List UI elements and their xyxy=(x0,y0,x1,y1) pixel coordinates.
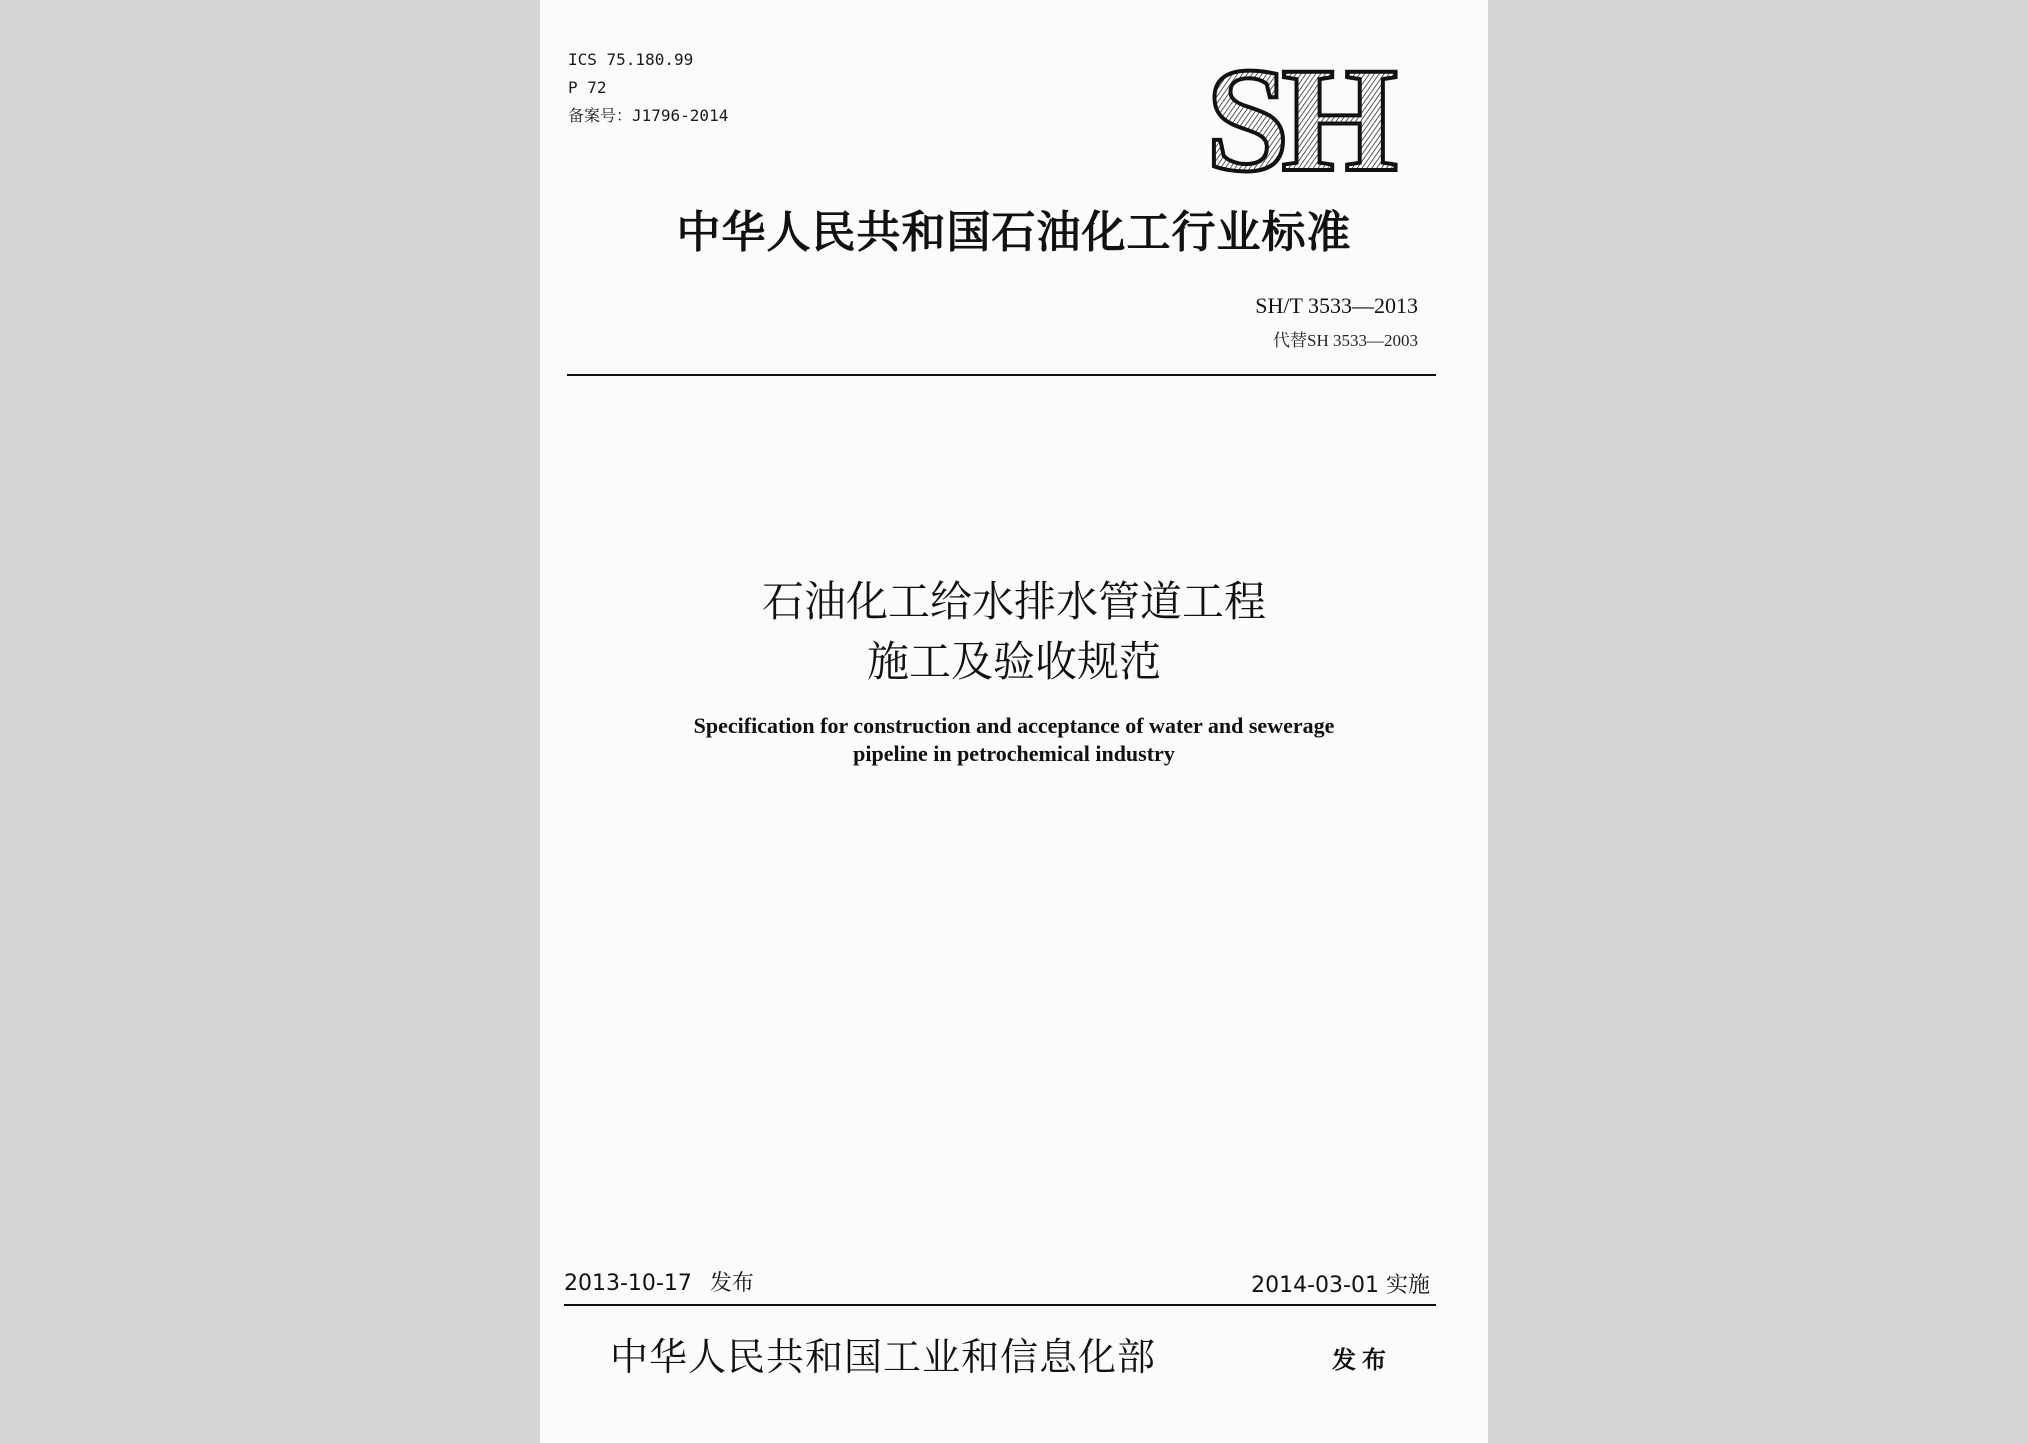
classification-block xyxy=(568,46,728,130)
title-en-line-1: Specification for construction and acceptance of water and sewerage xyxy=(693,713,1335,738)
title-en-line-2: pipeline in petrochemical industry xyxy=(853,741,1175,766)
implementation-date: 2014-03-01 xyxy=(1251,1273,1379,1298)
publisher-name: 中华人民共和国工业和信息化部 xyxy=(610,1335,1157,1379)
title-cn-line-1: 石油化工给水排水管道工程 xyxy=(761,577,1266,626)
implementation-date-block xyxy=(1251,1268,1430,1299)
sh-logo xyxy=(1182,48,1414,188)
header-divider xyxy=(567,374,1436,376)
ccs-code: P 72 xyxy=(568,78,607,97)
footer-divider xyxy=(564,1304,1436,1306)
document-page xyxy=(540,0,1488,1443)
issue-date-block xyxy=(564,1266,754,1297)
title-cn-line-2: 施工及验收规范 xyxy=(866,637,1161,686)
filing-number: 备案号：J1796-2014 xyxy=(568,106,729,125)
replaces-standard: 代替SH 3533—2003 xyxy=(1273,331,1418,350)
standard-number: SH/T 3533—2013 xyxy=(1255,293,1418,318)
issue-date: 2013-10-17 xyxy=(564,1271,692,1296)
document-title-cn xyxy=(540,572,1488,692)
issue-label: 发布 xyxy=(709,1271,754,1296)
publish-label: 发布 xyxy=(1332,1346,1392,1374)
industry-standard-heading: 中华人民共和国石油化工行业标准 xyxy=(676,207,1352,258)
ics-code: ICS 75.180.99 xyxy=(568,50,694,69)
sh-logo-text: SH xyxy=(1205,48,1391,188)
document-title-en xyxy=(540,712,1488,768)
implementation-label: 实施 xyxy=(1385,1273,1430,1298)
